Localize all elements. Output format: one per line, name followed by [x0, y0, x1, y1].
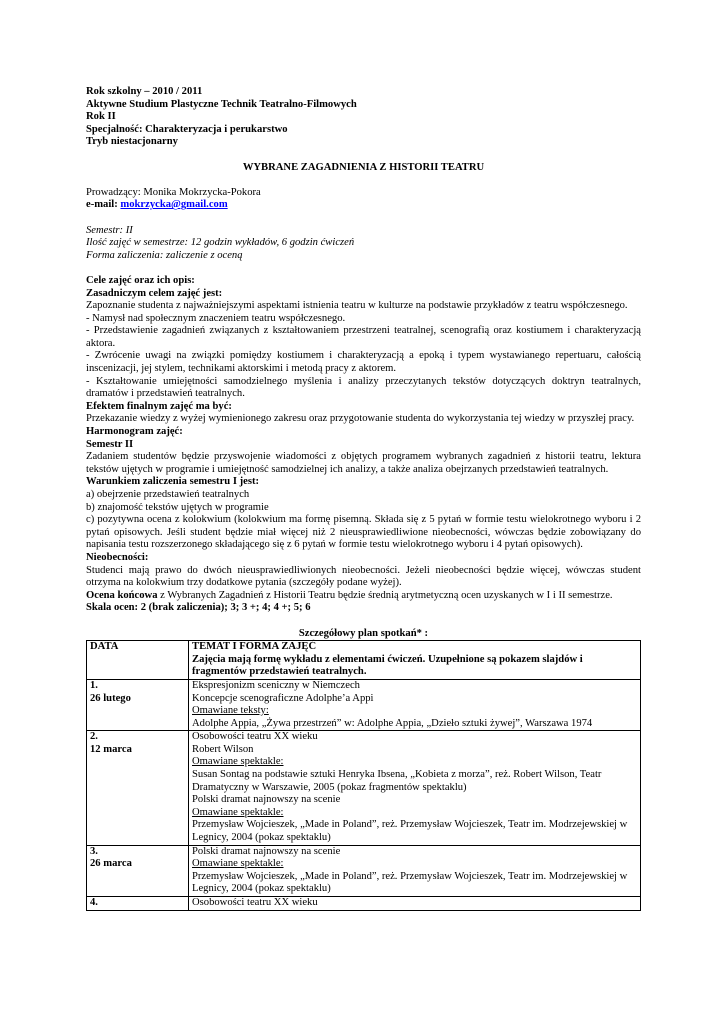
table-row	[87, 731, 641, 845]
final-grade-text: z Wybranych Zagadnień z Historii Teatru będzie średnią arytmetyczną ocen uzyskanych w I i II semestrze.	[157, 589, 613, 601]
goal-item: Zapoznanie studenta z najważniejszymi aspektami istnienia teatru w kulturze na podstawie przykładów z teatru współczesnego.	[86, 300, 628, 312]
grade-scale: Skala ocen: 2 (brak zaliczenia); 3; 3 +; 4; 4 +; 5; 6	[86, 602, 311, 614]
row-date: 26 marca	[90, 858, 132, 870]
row-line: Przemysław Wojcieszek, „Made in Poland”, reż. Przemysław Wojcieszek, Teatr im. Modrzejewskiej w Legnicy, 2004 (pokaz spektaklu)	[192, 870, 628, 895]
schedule-text: Zadaniem studentów będzie przyswojenie wiadomości z objętych programem wybranych zagadnień z historii teatru, lektura tekstów ujętych w programie i umiejętność samodzielnej ich analizy, a także analiza obejrzanych przedstawień teatralnych.	[86, 451, 641, 475]
final-grade-label: Ocena końcowa	[86, 589, 158, 601]
header-topic-title: TEMAT I FORMA ZAJĘĆ	[192, 641, 317, 653]
semester-info: Semestr: II	[86, 224, 133, 236]
row-line: Koncepcje scenograficzne Adolphe’a Appi	[192, 692, 374, 704]
table-row	[87, 897, 641, 911]
row-line: Robert Wilson	[192, 743, 254, 755]
row-date-cell	[87, 845, 189, 896]
school-year: Rok szkolny – 2010 / 2011	[86, 86, 203, 97]
plan-heading: Szczegółowy plan spotkań* :	[298, 627, 429, 639]
condition-b: b) znajomość tekstów ujętych w programie	[86, 501, 269, 513]
absences-heading: Nieobecności:	[86, 551, 149, 563]
study-mode: Tryb niestacjonarny	[86, 136, 178, 148]
row-number: 2.	[90, 731, 98, 743]
goals-heading: Cele zajęć oraz ich opis:	[86, 274, 195, 286]
document-title: WYBRANE ZAGADNIENIA Z HISTORII TEATRU	[242, 161, 485, 173]
table-row	[87, 679, 641, 730]
goals-subheading: Zasadniczym celem zajęć jest:	[86, 287, 223, 299]
header-date: DATA	[87, 641, 189, 680]
row-line: Polski dramat najnowszy na scenie	[192, 845, 341, 857]
row-line: Przemysław Wojcieszek, „Made in Poland”, reż. Przemysław Wojcieszek, Teatr im. Modrzejewskiej w Legnicy, 2004 (pokaz spektaklu)	[192, 819, 628, 844]
row-date-cell	[87, 731, 189, 845]
email-line	[86, 199, 641, 212]
goal-item: - Kształtowanie umiejętności samodzielnego myślenia i analizy przeczytanych tekstów dotyczących doktryn teatralnych, dramatów i przedstawień teatralnych.	[86, 375, 641, 400]
effect-heading: Efektem finalnym zajęć ma być:	[86, 400, 232, 412]
row-line: Omawiane spektakle:	[192, 756, 284, 768]
assessment-form: Forma zaliczenia: zaliczenie z oceną	[86, 249, 243, 261]
table-header-row	[87, 641, 641, 680]
row-topic-cell	[189, 845, 641, 896]
row-line: Omawiane teksty:	[192, 705, 269, 717]
row-topic-cell	[189, 731, 641, 845]
row-line: Ekspresjonizm sceniczny w Niemczech	[192, 679, 360, 691]
study-year: Rok II	[86, 111, 116, 123]
goal-item: - Zwrócenie uwagi na związki pomiędzy kostiumem i charakteryzacją a epoką i typem wystawianego repertuaru, całością inscenizacji, jej stylem, technikami aktorskimi i metodą pracy z aktorem.	[86, 350, 641, 375]
semester-heading: Semestr II	[86, 438, 134, 450]
header-topic	[189, 641, 641, 680]
row-date-cell	[87, 897, 189, 911]
row-date: 26 lutego	[90, 692, 131, 704]
hours-info: Ilość zajęć w semestrze: 12 godzin wykładów, 6 godzin ćwiczeń	[86, 237, 355, 249]
goal-item: - Przedstawienie zagadnień związanych z kształtowaniem przestrzeni teatralnej, scenografią oraz kostiumem i charakteryzacją aktora.	[86, 325, 641, 349]
final-grade	[86, 590, 641, 603]
row-number: 3.	[90, 845, 98, 857]
schedule-heading: Harmonogram zajęć:	[86, 426, 183, 438]
row-line: Omawiane spektakle:	[192, 858, 284, 870]
header-topic-note: Zajęcia mają formę wykładu z elementami ćwiczeń. Uzupełnione są pokazem slajdów i fragmentów przedstawień teatralnych.	[192, 653, 583, 678]
condition-c: c) pozytywna ocena z kolokwium (kolokwium ma formę pisemną. Składa się z 5 pytań w formie testu wielokrotnego wyboru i 2 pytań opisowych. Jeśli student będzie miał więcej niż 2 nieusprawiedliwione nieobecności, wówczas będzie zobowiązany do napisania testu rozszerzonego składającego się z 6 pytań w formie testu wielokrotnego wyboru i 4 pytań opisowych).	[86, 514, 641, 551]
table-row	[87, 845, 641, 896]
goal-item: - Namysł nad społecznym znaczeniem teatru współczesnego.	[86, 312, 346, 324]
effect-text: Przekazanie wiedzy z wyżej wymienionego zakresu oraz przygotowanie studenta do wykorzystania tej wiedzy w przyszłej pracy.	[86, 413, 635, 425]
specialty: Specjalność: Charakteryzacja i perukarstwo	[86, 123, 288, 135]
absences-text: Studenci mają prawo do dwóch nieusprawiedliwionych nieobecności. Jeżeli nieobecności będzie więcej, wówczas student otrzyma na kolokwium trzy dodatkowe pytania (szczegóły podane wyżej).	[86, 564, 641, 589]
email-label: e-mail:	[86, 199, 121, 211]
row-line: Omawiane spektakle:	[192, 806, 284, 818]
condition-a: a) obejrzenie przedstawień teatralnych	[86, 489, 250, 500]
row-line: Susan Sontag na podstawie sztuki Henryka Ibsena, „Kobieta z morza”, reż. Robert Wilson, Teatr Dramatyczny w Warszawie, 2005 (pokaz fragmentów spektaklu)	[192, 769, 602, 793]
school-name: Aktywne Studium Plastyczne Technik Teatralno-Filmowych	[86, 98, 357, 110]
row-date: 12 marca	[90, 743, 132, 755]
row-date-cell	[87, 679, 189, 730]
row-line: Adolphe Appia, „Żywa przestrzeń” w: Adolphe Appia, „Dzieło sztuki żywej”, Warszawa 1974	[192, 717, 593, 729]
row-line: Osobowości teatru XX wieku	[192, 731, 318, 743]
conditions-heading: Warunkiem zaliczenia semestru I jest:	[86, 476, 259, 488]
row-number: 4.	[90, 897, 98, 908]
row-line: Polski dramat najnowszy na scenie	[192, 794, 341, 806]
plan-table	[86, 640, 641, 910]
document-page	[86, 86, 641, 911]
row-topic-cell	[189, 897, 641, 911]
lecturer: Prowadzący: Monika Mokrzycka-Pokora	[86, 186, 261, 198]
row-topic-cell	[189, 679, 641, 730]
email-link[interactable]: mokrzycka@gmail.com	[120, 199, 228, 211]
row-number: 1.	[90, 679, 98, 691]
row-line: Osobowości teatru XX wieku	[192, 897, 318, 908]
